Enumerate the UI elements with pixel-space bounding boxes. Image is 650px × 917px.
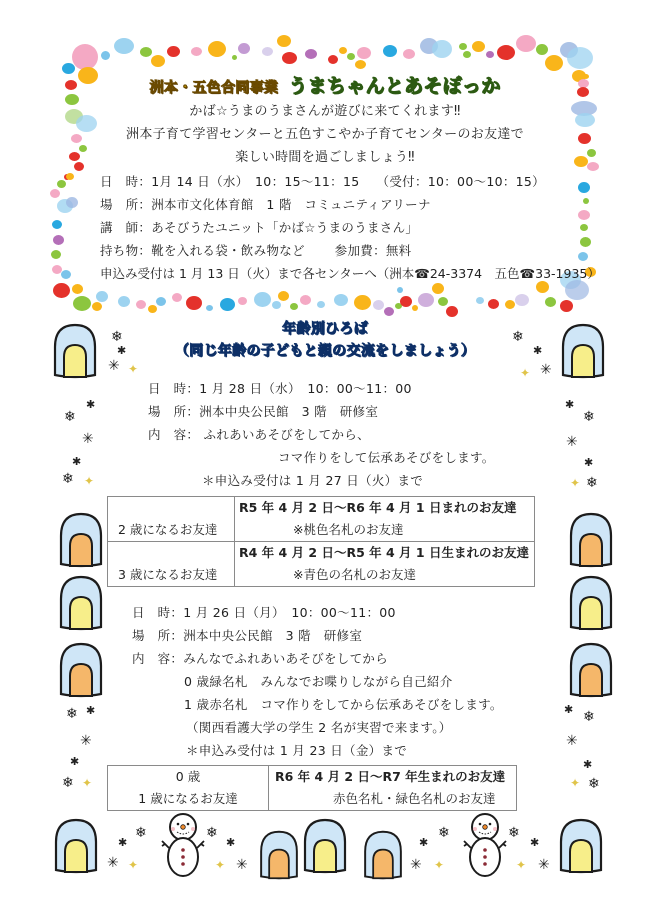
asterisk-icon: ✱ (72, 455, 82, 468)
value: 1 月 28 日（水） 10：00〜11：00 (199, 381, 412, 396)
sessionB-venue (132, 628, 362, 644)
label: 持ち物： (100, 243, 152, 258)
age-cell (108, 497, 235, 542)
sparkle-icon: ✦ (128, 858, 139, 872)
value: 1月 14 日（水） 10：15〜11：15 （受付：10：00〜10：15） (151, 174, 545, 189)
igloo-icon (558, 818, 606, 876)
sparkle-icon: ✦ (434, 858, 445, 872)
sparkle-icon: ✦ (82, 776, 93, 790)
asterisk-icon: ✱ (117, 344, 127, 357)
igloo-icon (568, 512, 616, 570)
asterisk-icon: ✱ (86, 704, 96, 717)
sessionB-content-line-2: 1 歳赤名札 コマ作りをしてから伝承あそびをします。 (184, 697, 503, 712)
asterisk-icon: ✱ (584, 456, 594, 469)
event1-intro-line-3: 楽しい時間を過ごしましょう‼ (235, 150, 415, 165)
sessionB-content-line-1: 0 歳緑名札 みんなでお喋りしながら自己紹介 (184, 674, 453, 689)
igloo-icon (58, 642, 106, 700)
table-row (108, 766, 517, 811)
sparkle-icon: ✦ (215, 858, 226, 872)
nametag-note: 赤色名札・緑色名札のお友達 (333, 791, 496, 806)
sparkle-icon: ✦ (520, 366, 531, 380)
sparkle-icon: ✦ (128, 362, 139, 376)
range-cell (269, 766, 517, 811)
snowflake-icon: ❄ (588, 776, 600, 792)
value: 洲本中央公民館 3 階 研修室 (183, 628, 363, 643)
snowflake-icon: ❄ (583, 409, 595, 425)
snowflake-icon: ❄ (64, 409, 76, 425)
event1-instructor (100, 220, 418, 236)
snowflake-icon: ✳ (410, 857, 422, 873)
event1-intro-line-2: 洲本子育て学習センターと五色すこやか子育てセンターのお友達で (126, 127, 524, 142)
age-cell (108, 542, 235, 587)
value: ふれあいあそびをしてから、 (199, 427, 370, 442)
label: 場 所： (100, 197, 152, 212)
sparkle-icon: ✦ (516, 858, 527, 872)
snowflake-icon: ✳ (566, 434, 578, 450)
event1-belongings (100, 243, 411, 259)
event1-title (0, 75, 650, 97)
igloo-icon (53, 818, 101, 876)
value: あそびうたユニット「かば☆うまのうまさん」 (151, 220, 419, 235)
event1-title-prefix: 洲本・五色合同事業 (149, 80, 279, 96)
snowflake-icon: ❄ (135, 825, 147, 841)
snowman-icon (462, 810, 508, 880)
event2-title: 年齢別ひろば (282, 321, 368, 337)
snowflake-icon: ❄ (508, 825, 520, 841)
sessionB-table (107, 765, 517, 811)
table-row (108, 542, 535, 587)
sessionB-content (132, 651, 388, 667)
sessionA-content (148, 427, 370, 443)
event1-intro-line-1: かば☆うまのうまさんが遊びに来てくれます‼ (189, 104, 461, 119)
snowman-icon (160, 810, 206, 880)
igloo-icon (362, 830, 404, 880)
sessionB-deadline: ＊申込み受付は 1 月 23 日（金）まで (186, 743, 408, 758)
label: 日 時： (132, 605, 184, 620)
snowflake-icon: ❄ (62, 471, 74, 487)
sessionB-content-line-3: （関西看護大学の学生 2 名が実習で来ます。） (186, 720, 452, 735)
asterisk-icon: ✱ (583, 758, 593, 771)
sessionA-table (107, 496, 535, 587)
asterisk-icon: ✱ (70, 755, 80, 768)
label: 日 時： (148, 381, 200, 396)
asterisk-icon: ✱ (533, 344, 543, 357)
event1-datetime (100, 174, 545, 190)
sessionA-content-cont: コマ作りをして伝承あそびをします。 (278, 450, 495, 465)
asterisk-icon: ✱ (565, 398, 575, 411)
snowflake-icon: ✳ (108, 358, 120, 374)
igloo-icon (302, 818, 350, 876)
asterisk-icon: ✱ (226, 836, 236, 849)
asterisk-icon: ✱ (419, 836, 429, 849)
sessionA-venue (148, 404, 378, 420)
age-label: 2 歳になるお友達 (118, 522, 218, 537)
nametag-note: ※桃色名札のお友達 (293, 522, 404, 537)
event1-title-main: うまちゃんとあそぼっか (288, 75, 501, 97)
sparkle-icon: ✦ (84, 474, 95, 488)
label: 講 師： (100, 220, 152, 235)
table-row (108, 497, 535, 542)
event1-application: 申込み受付は 1 月 13 日（火）まで各センターへ（洲本☎24-3374 五色☎33-1935） (100, 266, 600, 281)
igloo-icon (568, 575, 616, 633)
birth-range: R4 年 4 月 2 日〜R5 年 4 月 1 日生まれのお友達 (239, 545, 529, 560)
age-label-2: 1 歳になるお友達 (138, 791, 238, 806)
value: 1 月 26 日（月） 10：00〜11：00 (183, 605, 396, 620)
sparkle-icon: ✦ (570, 476, 581, 490)
value: みんなでふれあいあそびをしてから (183, 651, 389, 666)
sessionA-datetime (148, 381, 412, 397)
snowflake-icon: ✳ (566, 733, 578, 749)
sparkle-icon: ✦ (570, 776, 581, 790)
snowflake-icon: ✳ (82, 431, 94, 447)
range-cell (235, 497, 535, 542)
snowflake-icon: ✳ (538, 857, 550, 873)
label: 場 所： (148, 404, 200, 419)
value: 靴を入れる袋・飲み物など 参加費：無料 (151, 243, 412, 258)
value: 洲本中央公民館 3 階 研修室 (199, 404, 379, 419)
snowflake-icon: ❄ (583, 709, 595, 725)
igloo-icon (258, 830, 300, 880)
igloo-icon (58, 512, 106, 570)
asterisk-icon: ✱ (530, 836, 540, 849)
snowflake-icon: ❄ (62, 775, 74, 791)
label: 内 容： (148, 427, 200, 442)
snowflake-icon: ✳ (80, 733, 92, 749)
age-label: 3 歳になるお友達 (118, 567, 218, 582)
sessionA-deadline: ＊申込み受付は 1 月 27 日（火）まで (202, 473, 424, 488)
age-label-1: 0 歳 (175, 769, 201, 784)
asterisk-icon: ✱ (86, 398, 96, 411)
event1-venue (100, 197, 431, 213)
snowflake-icon: ✳ (236, 857, 248, 873)
asterisk-icon: ✱ (118, 836, 128, 849)
label: 日 時： (100, 174, 152, 189)
snowflake-icon: ✳ (540, 362, 552, 378)
label: 内 容： (132, 651, 184, 666)
value: 洲本市文化体育館 1 階 コミュニティアリーナ (151, 197, 431, 212)
birth-range: R6 年 4 月 2 日〜R7 年生まれのお友達 (275, 769, 506, 784)
age-cell (108, 766, 269, 811)
event2-subtitle: （同じ年齢の子どもと親の交流をしましょう） (174, 343, 476, 359)
birth-range: R5 年 4 月 2 日〜R6 年 4 月 1 日まれのお友達 (239, 500, 517, 515)
snowflake-icon: ❄ (111, 329, 123, 345)
igloo-icon (52, 323, 100, 381)
snowflake-icon: ❄ (66, 706, 78, 722)
snowflake-icon: ❄ (586, 475, 598, 491)
label: 場 所： (132, 628, 184, 643)
snowflake-icon: ❄ (438, 825, 450, 841)
snowflake-icon: ✳ (107, 855, 119, 871)
asterisk-icon: ✱ (564, 703, 574, 716)
sessionB-datetime (132, 605, 396, 621)
nametag-note: ※青色の名札のお友達 (293, 567, 416, 582)
igloo-icon (568, 642, 616, 700)
snowflake-icon: ❄ (206, 825, 218, 841)
snowflake-icon: ❄ (512, 329, 524, 345)
range-cell (235, 542, 535, 587)
igloo-icon (58, 575, 106, 633)
igloo-icon (560, 323, 608, 381)
